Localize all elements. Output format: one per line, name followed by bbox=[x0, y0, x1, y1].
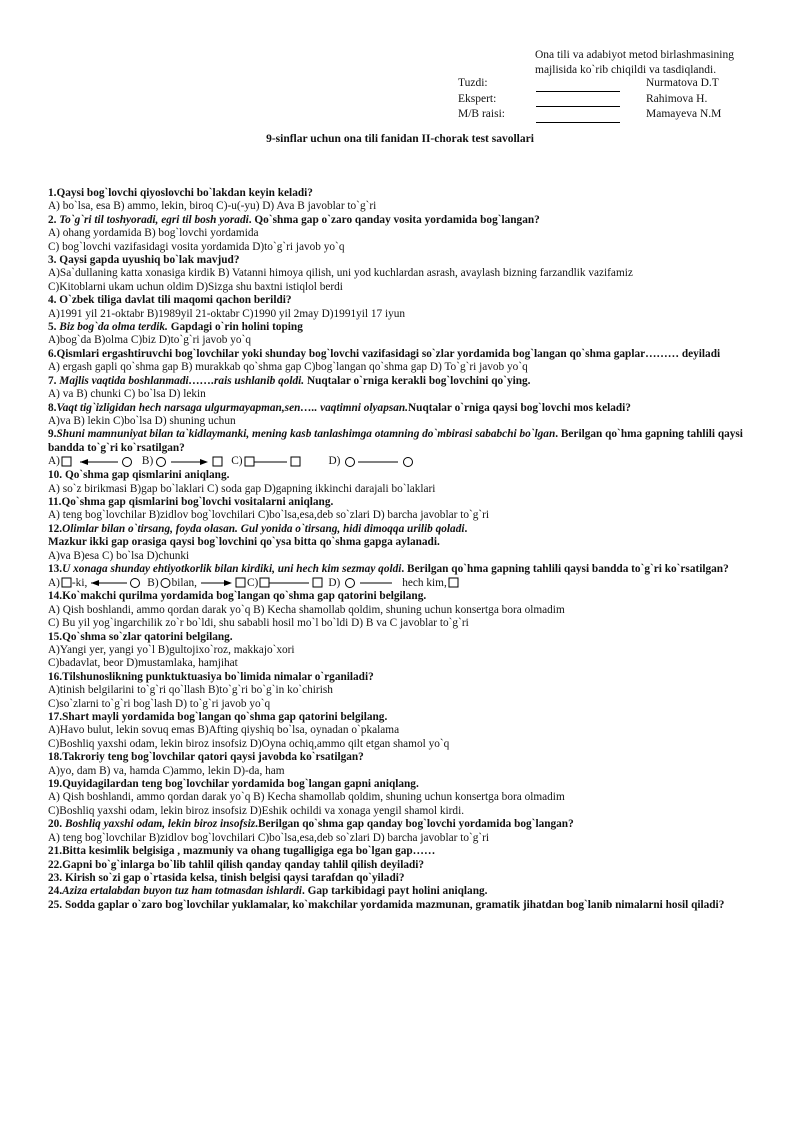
answer-options-16a: A)tinish belgilarini to`g`ri qo`llash B)to`g`ri bo`g`in ko`chirish bbox=[48, 684, 333, 697]
approval-note bbox=[535, 48, 734, 78]
answer-options-3a: A)Sa`dullaning katta xonasiga kirdik B) Vatanni himoya qilish, uni yod kuchlardan asrash, avaylash bizning farzandlik vazifamiz bbox=[48, 267, 633, 280]
signature-role: Tuzdi: bbox=[458, 77, 488, 89]
question-19: 19.Quyidagilardan teng bog`lovchilar yordamida bog`langan gapni aniqlang. bbox=[48, 778, 419, 791]
question-18: 18.Takroriy teng bog`lovchilar qatori qaysi javobda ko`rsatilgan? bbox=[48, 751, 364, 764]
answer-options-19a: A) Qish boshlandi, ammo qordan darak yo`q B) Kecha shamollab qoldim, shuning uchun konsertga bora olmadim bbox=[48, 791, 565, 804]
signature-line bbox=[536, 111, 620, 123]
question-12-line-2: Mazkur ikki gap orasiga qaysi bog`lovchini qo`ysa bitta qo`shma gapga aylanadi. bbox=[48, 536, 440, 549]
answer-options-14b: C) Bu yil yog`ingarchilik zo`r bo`ldi, shu sababli hosil mo`l bo`ldi D) B va C javoblar to`g`ri bbox=[48, 617, 469, 630]
question-15: 15.Qo`shma so`zlar qatorini belgilang. bbox=[48, 630, 233, 643]
diagram-connector-text: bilan, bbox=[171, 576, 198, 589]
answer-options-5: A)bog`da B)olma C)biz D)to`g`ri javob yo`q bbox=[48, 334, 251, 347]
question-20: 20. Boshliq yaxshi odam, lekin biroz insofsiz.Berilgan qo`shma gap qanday bog`lovchi yordamida bog`langan? bbox=[48, 818, 574, 831]
option-label: B) bbox=[147, 576, 159, 589]
page-title: 9-sinflar uchun ona tili fanidan II-chorak test savollari bbox=[266, 133, 534, 145]
question-6: 6.Qismlari ergashtiruvchi bog`lovchilar yoki shunday bog`lovchi vazifasidagi so`zlar yordamida bog`langan qo`shma gaplar……… deyiladi bbox=[48, 347, 721, 360]
diagram-square bbox=[447, 576, 460, 590]
diagram-connector-text: hech kim, bbox=[402, 576, 447, 589]
approval-line-1: Ona tili va adabiyot metod birlashmasining bbox=[535, 49, 734, 61]
answer-options-8: A)va B) lekin C)bo`lsa D) shuning uchun bbox=[48, 414, 236, 427]
option-label: C) bbox=[231, 455, 243, 468]
option-label: B) bbox=[141, 455, 154, 468]
diagram-circle-arrow-right-square bbox=[153, 455, 231, 469]
signature-name: Nurmatova D.T bbox=[646, 77, 719, 89]
diagram-connector-text: -ki, bbox=[71, 576, 88, 589]
signature-role: Ekspert: bbox=[458, 92, 497, 105]
answer-options-17a: A)Havo bulut, lekin sovuq emas B)Afting qiyshiq bo`lsa, oynadan o`pkalama bbox=[48, 724, 400, 737]
diagram-circle-line bbox=[340, 576, 402, 590]
answer-options-3b: C)Kitoblarni ukam uchun oldim D)Sizga shu baxtni istiqlol berdi bbox=[48, 280, 343, 293]
answer-options-18: A)yo, dam B) va, hamda C)ammo, lekin D)-da, ham bbox=[48, 764, 285, 777]
question-24: 24.Aziza ertalabdan buyon tuz ham totmasdan ishlardi. Gap tarkibidagi payt holini aniqlang. bbox=[48, 885, 488, 898]
answer-options-2a: A) ohang yordamida B) bog`lovchi yordamida bbox=[48, 227, 259, 240]
answer-options-16b: C)so`zlarni to`g`ri bog`lash D) to`g`ri javob yo`q bbox=[48, 697, 271, 710]
option-label: D) bbox=[328, 576, 341, 589]
question-2: 2. To`g`ri til toshyoradi, egri til bosh yoradi. Qo`shma gap o`zaro qanday vosita yordamida bog`langan? bbox=[48, 213, 540, 226]
diagram-square-line-square bbox=[243, 455, 329, 469]
diagram-arrow-right-square bbox=[197, 576, 247, 590]
question-25: 25. Sodda gaplar o`zaro bog`lovchilar yuklamalar, ko`makchilar yordamida mazmunan, gramatik jihatdan bog`lanib nimalarni hosil qiladi? bbox=[48, 898, 725, 911]
diagram-arrow-left-circle bbox=[87, 576, 147, 590]
answer-options-2b: C) bog`lovchi vazifasidagi vosita yordamida D)to`g`ri javob yo`q bbox=[48, 240, 345, 253]
question-21: 21.Bitta kesimlik belgisiga , mazmuniy va ohang tugalligiga ega bo`lgan gap…… bbox=[48, 845, 436, 858]
answer-options-11: A) teng bog`lovchilar B)zidlov bog`lovchilari C)bo`lsa,esa,deb so`zlari D) barcha javoblar to`g`ri bbox=[48, 509, 490, 522]
question-list bbox=[48, 187, 760, 912]
question-7: 7. Majlis vaqtida boshlanmadi…….rais ushlanib qoldi. Nuqtalar o`rniga kerakli bog`lovchini qo`ying. bbox=[48, 374, 531, 387]
answer-options-12: A)va B)esa C) bo`lsa D)chunki bbox=[48, 549, 190, 562]
question-11: 11.Qo`shma gap qismlarini bog`lovchi vositalarni aniqlang. bbox=[48, 495, 334, 508]
signature-role: M/B raisi: bbox=[458, 108, 505, 120]
answer-options-20: A) teng bog`lovchilar B)zidlov bog`lovchilari C)bo`lsa,esa,deb so`zlari D) barcha javoblar to`g`ri bbox=[48, 831, 490, 844]
answer-options-6: A) ergash gapli qo`shma gap B) murakkab qo`shma gap C)bog`langan qo`shma gap D) To`g`ri javob yo`q bbox=[48, 361, 528, 374]
diagram-square bbox=[60, 576, 72, 590]
answer-options-10: A) so`z birikmasi B)gap bo`laklari C) soda gap D)gapning ikkinchi darajali bo`laklari bbox=[48, 482, 436, 495]
answer-options-4: A)1991 yil 21-oktabr B)1989yil 21-oktabr C)1990 yil 2may D)1991yil 17 iyun bbox=[48, 307, 406, 320]
diagram-square-arrow-left-circle bbox=[60, 455, 142, 469]
signature-name: Mamayeva N.M bbox=[646, 108, 722, 120]
answer-options-7: A) va B) chunki C) bo`lsa D) lekin bbox=[48, 388, 206, 401]
diagram-circle bbox=[159, 576, 172, 590]
option-label: A) bbox=[48, 576, 60, 589]
signature-line bbox=[536, 95, 620, 107]
question-8: 8.Vaqt tig`izligidan hech narsaga ulgurmayapman,sen….. vaqtimni olyapsan.Nuqtalar o`rniga qaysi bog`lovchi mos keladi? bbox=[48, 401, 631, 414]
question-14: 14.Ko`makchi qurilma yordamida bog`langan qo`shma gap qatorini belgilang. bbox=[48, 590, 427, 603]
question-17: 17.Shart mayli yordamida bog`langan qo`shma gap qatorini belgilang. bbox=[48, 711, 388, 724]
signature-line bbox=[536, 80, 620, 92]
option-label: A) bbox=[48, 455, 60, 468]
diagram-circle-line-circle bbox=[340, 455, 420, 469]
answer-options-1: A) bo`lsa, esa B) ammo, lekin, biroq C)-u(-yu) D) Ava B javoblar to`g`ri bbox=[48, 200, 377, 213]
answer-options-19b: C)Boshliq yaxshi odam, lekin biroz insofsiz D)Eshik ochildi va xonaga yengil shamol kirdi. bbox=[48, 804, 465, 817]
question-9: 9.Shuni mamnuniyat bilan ta`kidlaymanki, mening kasb tanlashimga otamning do`mbirasi sababchi bo`lgan. Berilgan qo`hma gapning tahlili qaysi bandda to`g`ri ko`rsatilgan? bbox=[48, 428, 743, 454]
signature-block bbox=[458, 76, 721, 123]
diagram-options-13 bbox=[48, 576, 760, 590]
approval-line-2: majlisida ko`rib chiqildi va tasdiqlandi. bbox=[535, 64, 717, 76]
diagram-square-line-square bbox=[258, 576, 328, 590]
question-1: 1.Qaysi bog`lovchi qiyoslovchi bo`lakdan keyin keladi? bbox=[48, 187, 313, 199]
question-12: 12.Olimlar bilan o`tirsang, foyda olasan. Gul yonida o`tirsang, hidi dimoqqa urilib qoladi. bbox=[48, 522, 468, 535]
question-13: 13.U xonaga shunday ehtiyotkorlik bilan kirdiki, uni hech kim sezmay qoldi. Berilgan qo`hma gapning tahlili qaysi bandda to`g`ri ko`rsatilgan? bbox=[48, 562, 729, 575]
question-4: 4. O`zbek tiliga davlat tili maqomi qachon berildi? bbox=[48, 294, 292, 307]
answer-options-15a: A)Yangi yer, yangi yo`l B)gultojixo`roz, makkajo`xori bbox=[48, 644, 295, 656]
signature-row bbox=[458, 92, 721, 108]
signature-row bbox=[458, 76, 721, 92]
question-5: 5. Biz bog`da olma terdik. Gapdagi o`rin holini toping bbox=[48, 321, 303, 334]
signature-name: Rahimova H. bbox=[646, 92, 708, 105]
question-10: 10. Qo`shma gap qismlarini aniqlang. bbox=[48, 469, 230, 482]
option-label: C) bbox=[247, 576, 259, 589]
question-22: 22.Gapni bo`g`inlarga bo`lib tahlil qilish qanday qanday tahlil qilish deyiladi? bbox=[48, 858, 425, 871]
option-label: D) bbox=[328, 455, 341, 468]
answer-options-14a: A) Qish boshlandi, ammo qordan darak yo`q B) Kecha shamollab qoldim, shuning uchun konsertga bora olmadim bbox=[48, 603, 565, 616]
question-23: 23. Kirish so`zi gap o`rtasida kelsa, tinish belgisi qaysi tarafdan qo`yiladi? bbox=[48, 871, 405, 884]
answer-options-17b: C)Boshliq yaxshi odam, lekin biroz insofsiz D)Oyna ochiq,ammo qilt etgan shamol yo`q bbox=[48, 737, 450, 750]
question-3: 3. Qaysi gapda uyushiq bo`lak mavjud? bbox=[48, 254, 240, 267]
signature-row bbox=[458, 107, 721, 123]
diagram-options-9 bbox=[48, 455, 760, 469]
question-16: 16.Tilshunoslikning punktuktuasiya bo`limida nimalar o`rganiladi? bbox=[48, 670, 374, 683]
answer-options-15b: C)badavlat, beor D)mustamlaka, hamjihat bbox=[48, 657, 238, 670]
